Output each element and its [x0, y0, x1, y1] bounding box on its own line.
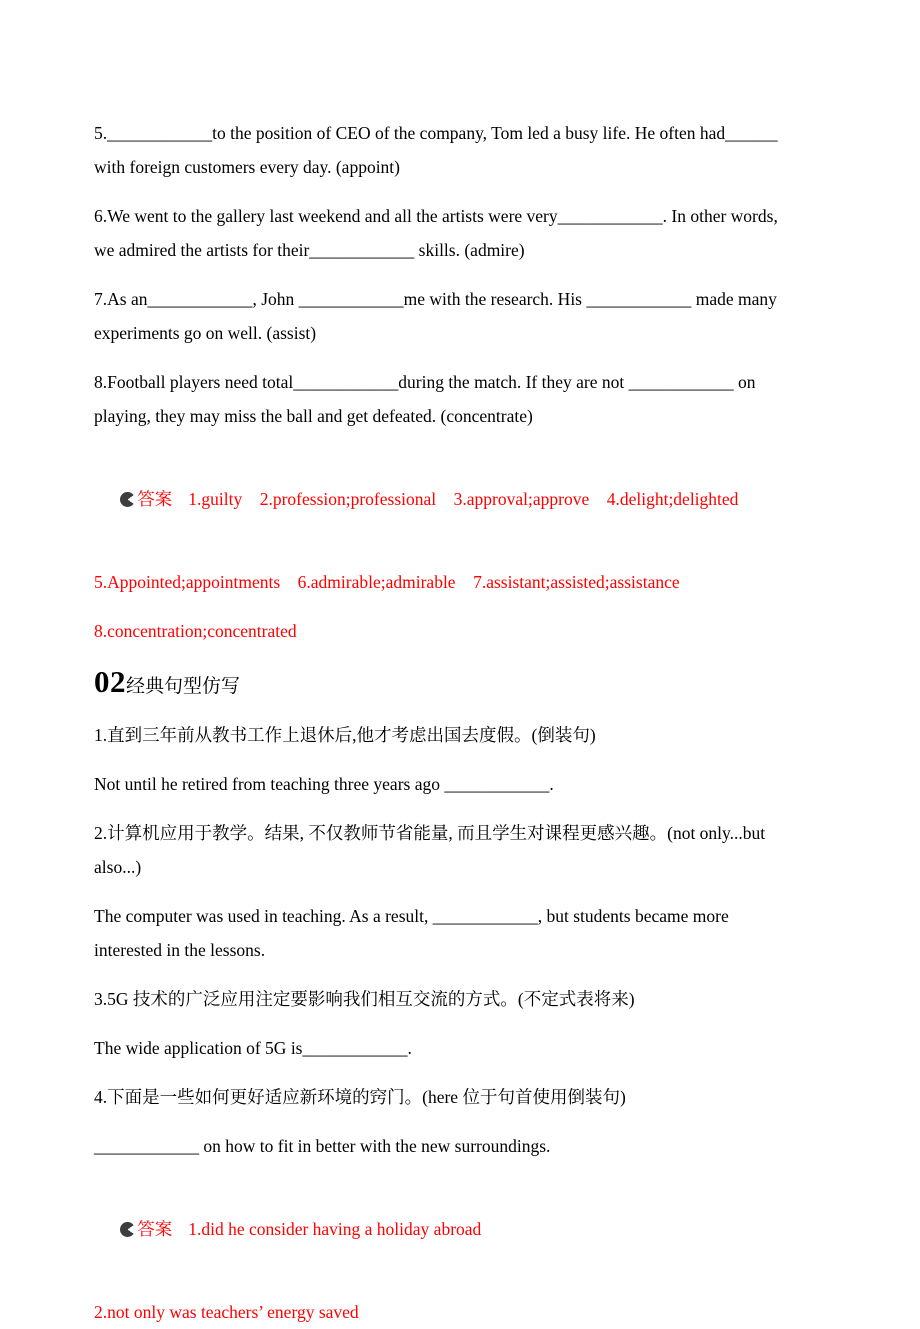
- question-7-line-1: 7.As an____________, John ____________me with the research. His ____________ made many: [94, 289, 777, 309]
- section2-answers-line-2: [94, 1295, 840, 1329]
- s2-item-3-english-line: The wide application of 5G is____________.: [94, 1038, 412, 1058]
- answer-label: 答案: [137, 489, 173, 509]
- section2-heading-number: 02: [94, 664, 126, 699]
- question-7-line-2: experiments go on well. (assist): [94, 323, 317, 343]
- s2-item-2-english-line-1: The computer was used in teaching. As a result, ____________, but students became more: [94, 906, 729, 926]
- answer-label: 答案: [137, 1219, 173, 1239]
- question-5-line-1: 5.____________to the position of CEO of the company, Tom led a busy life. He often had______: [94, 123, 778, 143]
- s2-item-2-english-line-2: interested in the lessons.: [94, 940, 266, 960]
- s2-item-3-chinese-line: 3.5G 技术的广泛应用注定要影响我们相互交流的方式。(不定式表将来): [94, 989, 635, 1009]
- question-8-line-1: 8.Football players need total____________during the match. If they are not ____________ on: [94, 372, 756, 392]
- question-5: [94, 116, 840, 184]
- section2-heading-title: 经典句型仿写: [126, 676, 241, 697]
- question-5-line-2: with foreign customers every day. (appoint): [94, 157, 400, 177]
- section1-answers-line-2: [94, 565, 840, 599]
- s2-item-2-chinese: [94, 816, 840, 884]
- s2-item-2-chinese-line-2: also...): [94, 857, 142, 877]
- section2-answers-line-1: [94, 1178, 840, 1280]
- s2-item-1-english-line: Not until he retired from teaching three years ago ____________.: [94, 774, 554, 794]
- s2-item-3-chinese: [94, 982, 840, 1016]
- s2-item-2-english: [94, 899, 840, 967]
- question-6: [94, 199, 840, 267]
- question-6-line-1: 6.We went to the gallery last weekend and all the artists were very____________. In other words,: [94, 206, 778, 226]
- s2-item-4-english: [94, 1129, 840, 1163]
- question-6-line-2: we admired the artists for their____________ skills. (admire): [94, 240, 525, 260]
- section1-answers-line-3: [94, 614, 840, 648]
- s2-item-4-chinese-line: 4.下面是一些如何更好适应新环境的窍门。(here 位于句首使用倒装句): [94, 1087, 626, 1107]
- s2-item-4-english-line: ____________ on how to fit in better with the new surroundings.: [94, 1136, 551, 1156]
- s2-item-2-chinese-line-1: 2.计算机应用于教学。结果, 不仅教师节省能量, 而且学生对课程更感兴趣。(not only...but: [94, 823, 766, 843]
- section1-answers-text-1: 1.guilty 2.profession;professional 3.approval;approve 4.delight;delighted: [188, 489, 739, 509]
- s2-item-1-english: [94, 767, 840, 801]
- section1-answers-text-2: 5.Appointed;appointments 6.admirable;admirable 7.assistant;assisted;assistance: [94, 572, 680, 592]
- question-8-line-2: playing, they may miss the ball and get defeated. (concentrate): [94, 406, 533, 426]
- s2-item-4-chinese: [94, 1080, 840, 1114]
- section1-answers-line-1: [94, 448, 840, 550]
- section2-heading: [94, 663, 840, 706]
- question-8: [94, 365, 840, 433]
- s2-item-1-chinese-line: 1.直到三年前从教书工作上退休后,他才考虑出国去度假。(倒装句): [94, 725, 596, 745]
- section1-answers-text-3: 8.concentration;concentrated: [94, 621, 297, 641]
- s2-item-1-chinese: [94, 718, 840, 752]
- question-7: [94, 282, 840, 350]
- answer-bullet-icon: [120, 1222, 135, 1237]
- s2-item-3-english: [94, 1031, 840, 1065]
- section2-answers-text-1: 1.did he consider having a holiday abroad: [188, 1219, 482, 1239]
- section2-answers-text-2: 2.not only was teachers’ energy saved: [94, 1302, 359, 1322]
- answer-bullet-icon: [120, 492, 135, 507]
